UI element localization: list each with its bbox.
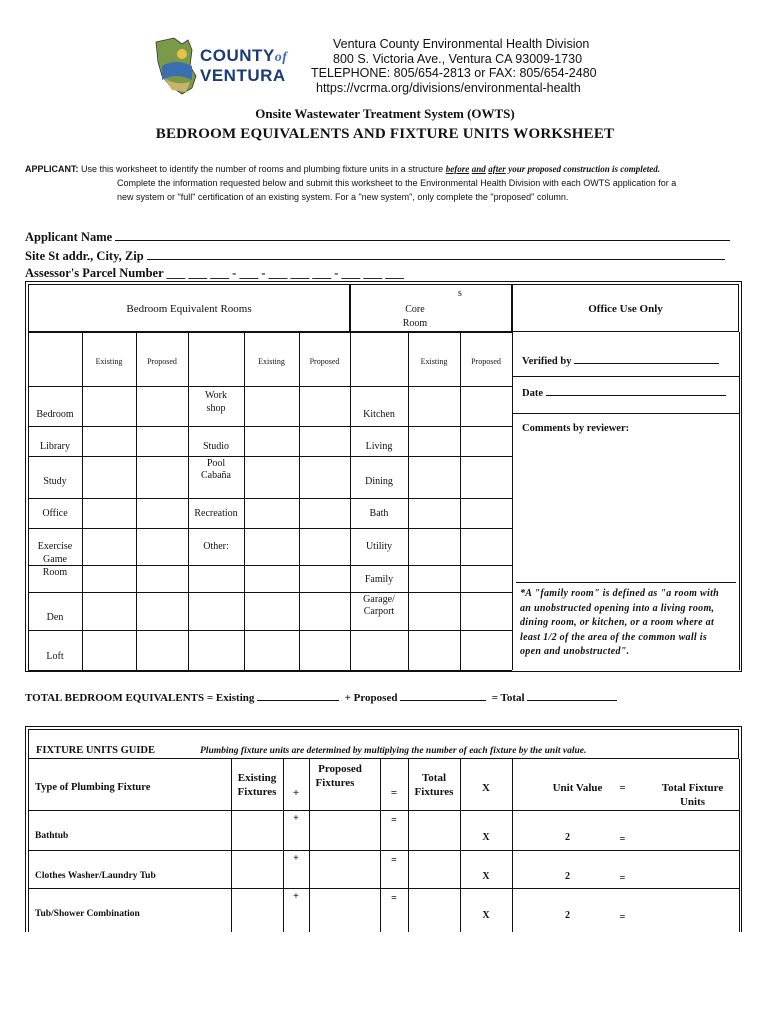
total-existing-label: TOTAL BEDROOM EQUIVALENTS = Existing	[25, 692, 255, 704]
core-rooms-heading-b: Room	[402, 318, 428, 329]
room-living: Living	[365, 441, 393, 452]
fixture-equals: =	[391, 815, 397, 826]
site-address-field[interactable]	[25, 248, 725, 264]
date-field[interactable]	[522, 386, 726, 399]
core-rooms-heading-a: Core	[405, 304, 425, 315]
logo-ventura-text: VENTURA	[200, 66, 286, 85]
room-pool: Pool	[206, 458, 226, 469]
fixture-times: X	[482, 871, 490, 882]
room-library: Library	[40, 441, 70, 452]
existing-fixtures-header-b: Fixtures	[237, 786, 277, 798]
after-emphasis: after	[488, 164, 506, 174]
fixture-guide-note: Plumbing fixture units are determined by multiplying the number of each fixture by the unit value.	[200, 746, 587, 756]
total-bedroom-equivalents[interactable]	[25, 690, 617, 704]
reviewer-comments-label: Comments by reviewer:	[522, 423, 630, 434]
room-exercise: Exercise	[37, 541, 73, 552]
fixture-unit-value: 2	[565, 871, 570, 882]
room-bedroom: Bedroom	[36, 409, 74, 420]
office-use-heading: Office Use Only	[588, 303, 663, 315]
room-workshop-b: shop	[206, 403, 226, 414]
site-address-label: Site St addr., City, Zip	[25, 249, 144, 263]
total-label: = Total	[491, 692, 525, 704]
total-existing-line[interactable]	[257, 690, 339, 701]
room-garage: Garage/	[363, 594, 395, 605]
total-line[interactable]	[527, 690, 617, 701]
room-studio: Studio	[202, 441, 230, 452]
county-logo	[152, 36, 292, 98]
room-room: Room	[42, 567, 68, 578]
existing-fixtures-header-a: Existing	[237, 772, 277, 784]
fixture-equals-2: =	[619, 912, 626, 923]
total-fixtures-header-b: Fixtures	[414, 786, 454, 798]
existing-col-2: Existing	[258, 357, 285, 366]
family-note-line4: least 1/2 of the area of the common wall is	[520, 631, 708, 643]
fixture-name: Bathtub	[35, 831, 69, 841]
proposed-col-2: Proposed	[309, 357, 340, 366]
fixture-equals-2: =	[619, 834, 626, 845]
applicant-name-line[interactable]	[115, 229, 730, 241]
form-title: Onsite Wastewater Treatment System (OWTS)	[255, 106, 515, 121]
total-fixtures-header-a: Total	[421, 772, 447, 784]
fixture-equals: =	[391, 893, 397, 904]
room-den: Den	[46, 612, 64, 623]
room-loft: Loft	[46, 651, 64, 662]
room-game: Game	[43, 554, 67, 565]
instructions-text: Use this worksheet to identify the number of rooms and plumbing fixture units in a structure	[81, 164, 444, 174]
date-line[interactable]	[546, 386, 726, 396]
total-fixture-units-header-b: Units	[679, 796, 706, 808]
room-carport: Carport	[363, 606, 395, 617]
existing-col-1: Existing	[95, 357, 123, 366]
total-fixture-units-header-a: Total Fixture	[661, 782, 724, 794]
logo-county-text: COUNTY	[200, 46, 275, 65]
equals-header-2: =	[619, 782, 626, 794]
division-name: Ventura County Environmental Health Division	[333, 37, 590, 51]
date-label: Date	[522, 388, 543, 399]
proposed-fixtures-header-a: Proposed	[318, 763, 362, 775]
proposed-col-1: Proposed	[147, 357, 177, 366]
core-rooms-s: s	[458, 288, 462, 299]
unit-value-header: Unit Value	[552, 782, 603, 794]
family-note-line2: an unobstructed opening into a living room,	[520, 602, 715, 614]
plus-header: +	[292, 787, 300, 799]
verified-by-label: Verified by	[522, 356, 572, 367]
room-kitchen: Kitchen	[363, 409, 395, 420]
verified-by-line[interactable]	[574, 354, 719, 364]
fixture-equals: =	[391, 855, 397, 866]
applicant-name-label: Applicant Name	[25, 230, 113, 244]
fixture-type-header: Type of Plumbing Fixture	[35, 782, 151, 793]
room-office: Office	[42, 508, 68, 519]
form-subtitle: BEDROOM EQUIVALENTS AND FIXTURE UNITS WORKSHEET	[155, 126, 615, 142]
fixture-times: X	[482, 832, 490, 843]
room-dining: Dining	[365, 476, 393, 487]
fixture-name: Tub/Shower Combination	[35, 909, 140, 919]
apn-field[interactable]	[25, 266, 404, 281]
proposed-fixtures-header-b: Fixtures	[315, 777, 355, 789]
proposed-col-3: Proposed	[471, 357, 501, 366]
instructions-label: APPLICANT:	[25, 164, 79, 174]
family-note-line5: open and unobstructed".	[520, 646, 630, 657]
fixture-plus: +	[293, 853, 299, 864]
bedroom-rooms-heading: Bedroom Equivalent Rooms	[126, 303, 252, 315]
reviewer-comments-area[interactable]	[518, 440, 732, 580]
apn-label: Assessor's Parcel Number	[25, 266, 164, 280]
fixture-times: X	[482, 910, 490, 921]
instructions-text-end: your proposed construction is completed	[508, 164, 658, 174]
site-address-line[interactable]	[147, 248, 725, 260]
apn-mask[interactable]: ___ ___ ___ - ___ - ___ ___ ___ - ___ ___ ___	[166, 266, 405, 280]
instructions-line3: new system or "full" certification of an existing system. For a "new system", only complete the "proposed" column.	[117, 192, 569, 202]
room-bath: Bath	[369, 508, 389, 519]
fixture-guide-heading: FIXTURE UNITS GUIDE	[36, 745, 156, 756]
before-emphasis: before	[445, 164, 470, 174]
existing-col-3: Existing	[420, 357, 448, 366]
room-workshop-a: Work	[205, 390, 227, 401]
equals-header: =	[390, 787, 398, 799]
total-proposed-line[interactable]	[400, 690, 486, 701]
instructions-line2: Complete the information requested below and submit this worksheet to the Environmental Health Division with each OWTS application for a	[117, 178, 677, 188]
division-address: 800 S. Victoria Ave., Ventura CA 93009-1730	[333, 52, 583, 66]
room-cabana: Cabaña	[201, 470, 231, 481]
family-note-line3: dining room, or kitchen, or a room where at	[520, 617, 715, 628]
and-emphasis: and	[471, 164, 486, 174]
fixture-unit-value: 2	[565, 832, 570, 843]
fixture-equals-2: =	[619, 873, 626, 884]
verified-by-field[interactable]	[522, 354, 719, 367]
room-recreation: Recreation	[194, 508, 238, 519]
times-header: X	[482, 782, 490, 794]
total-proposed-label: + Proposed	[344, 692, 398, 704]
division-phone: TELEPHONE: 805/654-2813 or FAX: 805/654-2480	[311, 66, 597, 80]
applicant-name-field[interactable]	[25, 229, 730, 245]
fixture-unit-value: 2	[565, 910, 570, 921]
logo-of-text: of	[274, 50, 288, 65]
room-utility: Utility	[365, 541, 393, 552]
fixture-plus: +	[293, 891, 299, 902]
room-study: Study	[43, 476, 67, 487]
family-note-line1: *A "family room" is defined as "a room with	[520, 588, 720, 599]
division-website: https://vcrma.org/divisions/environmental-health	[316, 81, 581, 95]
fixture-name: Clothes Washer/Laundry Tub	[35, 871, 156, 881]
fixture-plus: +	[293, 813, 299, 824]
room-other: Other:	[203, 541, 229, 552]
room-family: Family	[364, 574, 394, 585]
